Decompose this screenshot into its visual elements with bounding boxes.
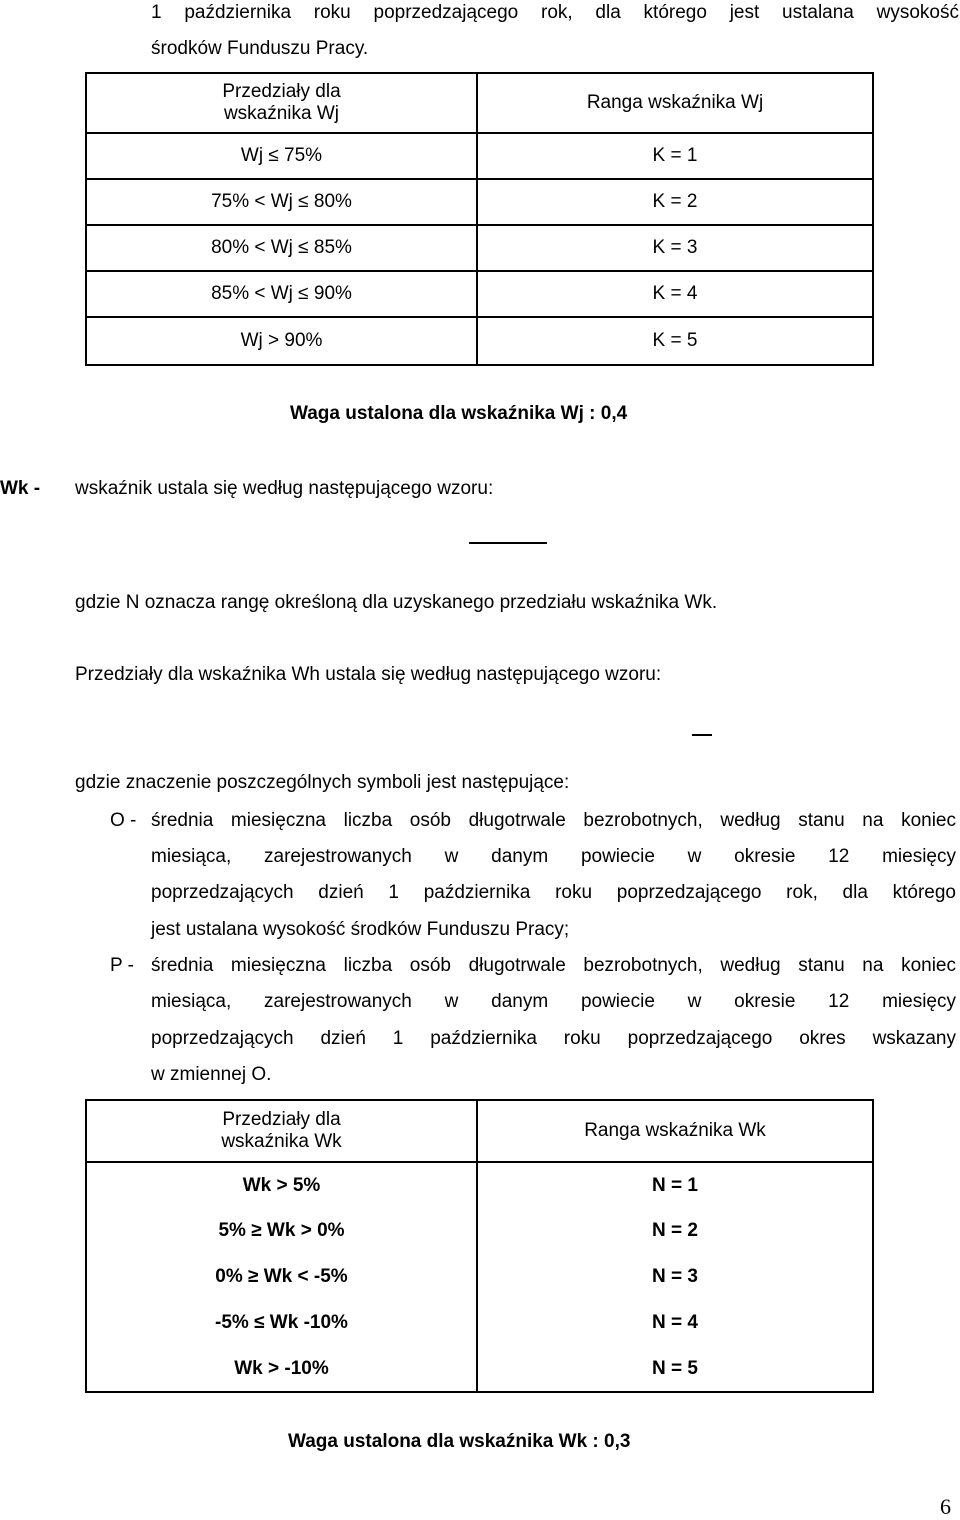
table-row	[86, 1162, 873, 1208]
table-wj-rank-cell: K = 3	[477, 225, 873, 271]
definition-symbol-o: O -	[110, 810, 137, 831]
table-row	[86, 317, 873, 365]
table-wk-rank-cell: N = 1	[477, 1162, 873, 1208]
definition-symbol-p: P -	[110, 955, 134, 976]
table-wk-range-cell: Wk > 5%	[86, 1162, 477, 1208]
intro-line-2: środków Funduszu Pracy.	[151, 38, 369, 59]
table-wj-range-cell: Wj ≤ 75%	[86, 133, 477, 179]
definition-o-line: średnia miesięczna liczba osób długotrwale bezrobotnych, według stanu na koniec	[151, 810, 956, 831]
table-row	[86, 1346, 873, 1392]
table-wj	[85, 72, 874, 366]
definition-p-line: średnia miesięczna liczba osób długotrwale bezrobotnych, według stanu na koniec	[151, 955, 956, 976]
table-row	[86, 1300, 873, 1346]
table-wj-range-cell: 80% < Wj ≤ 85%	[86, 225, 477, 271]
definition-p-line: miesiąca, zarejestrowanych w danym powiecie w okresie 12 miesięcy	[151, 991, 956, 1012]
table-wj-header-rank: Ranga wskaźnika Wj	[477, 73, 873, 133]
weight-wk: Waga ustalona dla wskaźnika Wk : 0,3	[288, 1431, 631, 1452]
table-wk-range-cell: 5% ≥ Wk > 0%	[86, 1208, 477, 1254]
table-wj-range-cell: 85% < Wj ≤ 90%	[86, 271, 477, 317]
table-wk-rank-cell: N = 4	[477, 1300, 873, 1346]
table-wk-rank-cell: N = 5	[477, 1346, 873, 1392]
table-wk-header-ranges: Przedziały dla wskaźnika Wk	[86, 1100, 477, 1162]
definition-p-line: poprzedzających dzień 1 października roku poprzedzającego okres wskazany	[151, 1028, 956, 1049]
definition-o-line: poprzedzających dzień 1 października roku poprzedzającego rok, dla którego	[151, 882, 956, 903]
table-wk-range-cell: Wk > -10%	[86, 1346, 477, 1392]
intro-line-1: 1 października roku poprzedzającego rok, dla którego jest ustalana wysokość	[151, 2, 959, 23]
definition-o-line: miesiąca, zarejestrowanych w danym powiecie w okresie 12 miesięcy	[151, 846, 956, 867]
table-wj-header-ranges: Przedziały dla wskaźnika Wj	[86, 73, 477, 133]
definition-p-line: w zmiennej O.	[151, 1064, 272, 1085]
wk-description: wskaźnik ustala się według następującego wzoru:	[75, 478, 494, 499]
table-wk-header-rank: Ranga wskaźnika Wk	[477, 1100, 873, 1162]
formula-fraction-line	[469, 542, 547, 544]
definition-o-line: jest ustalana wysokość środków Funduszu Pracy;	[151, 919, 570, 940]
table-wk-range-cell: 0% ≥ Wk < -5%	[86, 1254, 477, 1300]
table-wk-rank-cell: N = 3	[477, 1254, 873, 1300]
table-row	[86, 225, 873, 271]
wk-label: Wk -	[0, 478, 41, 499]
table-wk-rank-cell: N = 2	[477, 1208, 873, 1254]
table-wk	[85, 1099, 874, 1393]
table-wj-rank-cell: K = 1	[477, 133, 873, 179]
formula-bar-line	[692, 734, 712, 736]
table-wj-rank-cell: K = 4	[477, 271, 873, 317]
table-wk-header-row	[86, 1100, 873, 1162]
table-row	[86, 1208, 873, 1254]
wh-description: Przedziały dla wskaźnika Wh ustala się według następującego wzoru:	[75, 664, 662, 685]
table-wk-range-cell: -5% ≤ Wk -10%	[86, 1300, 477, 1346]
table-wj-rank-cell: K = 2	[477, 179, 873, 225]
table-row	[86, 179, 873, 225]
table-wj-rank-cell: K = 5	[477, 317, 873, 365]
page-number: 6	[940, 1494, 951, 1519]
wk-n-note: gdzie N oznacza rangę określoną dla uzyskanego przedziału wskaźnika Wk.	[75, 592, 718, 613]
table-wj-header-row	[86, 73, 873, 133]
table-row	[86, 1254, 873, 1300]
table-row	[86, 271, 873, 317]
symbols-intro: gdzie znaczenie poszczególnych symboli jest następujące:	[75, 772, 570, 793]
table-row	[86, 133, 873, 179]
weight-wj: Waga ustalona dla wskaźnika Wj : 0,4	[290, 403, 628, 424]
table-wj-range-cell: 75% < Wj ≤ 80%	[86, 179, 477, 225]
table-wj-range-cell: Wj > 90%	[86, 317, 477, 365]
